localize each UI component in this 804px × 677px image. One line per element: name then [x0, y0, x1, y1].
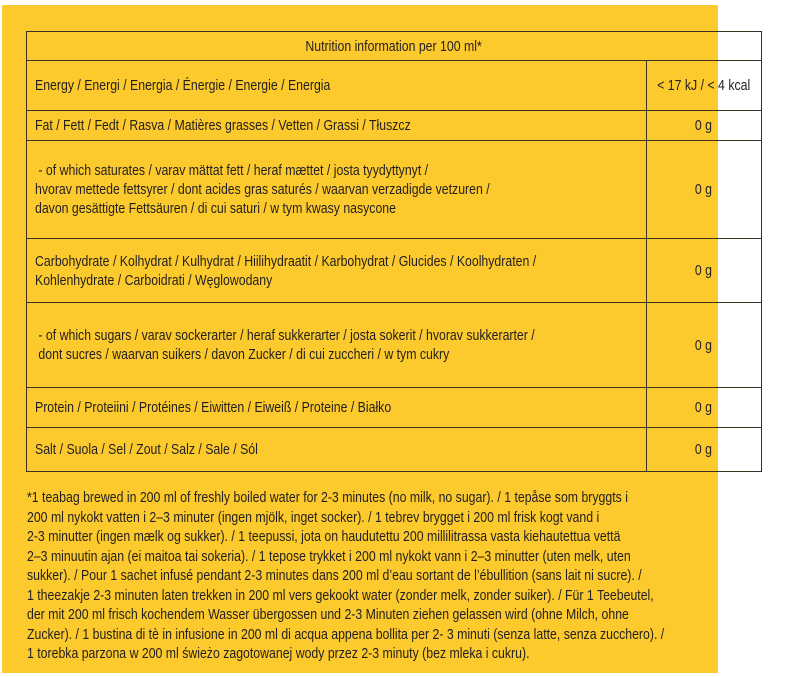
- row-label: Kohlenhydrate / Carboidrati / Węglowodany: [35, 271, 273, 289]
- footnote-line: 2-3 minutter (ingen mælk og sukker). / 1 teepussi, jota on haudutettu 200 millilitrassa vasta kiehautettua vettä: [27, 528, 621, 545]
- label-panel: [2, 5, 751, 673]
- footnote: [27, 488, 804, 664]
- row-label: dont sucres / waarvan suikers / davon Zucker / di cui zuccheri / w tym cukry: [35, 346, 450, 363]
- row-value: 0 g: [695, 117, 713, 134]
- table-row-energy: [27, 61, 762, 111]
- footnote-line: 200 ml nykokt vatten i 2–3 minuter (ingen mjölk, inget socker). / 1 tebrev brygget i 200 ml frisk kogt vand i: [27, 508, 600, 526]
- row-label: Salt / Suola / Sel / Zout / Salz / Sale / Sól: [35, 441, 258, 458]
- nutrition-table: [26, 31, 762, 472]
- footnote-line: sukker). / Pour 1 sachet infusé pendant 2-3 minutes dans 200 ml d’eau sortant de l’ébullition (sans lait ni sucre). /: [27, 567, 642, 584]
- row-value: < 17 kJ / < 4 kcal: [657, 77, 751, 94]
- row-value: 0 g: [695, 262, 713, 279]
- row-label: Energy / Energi / Energia / Énergie / Energie / Energia: [35, 77, 331, 94]
- row-label: davon gesättigte Fettsäuren / di cui saturi / w tym kwasy nasycone: [35, 200, 396, 217]
- row-label: - of which saturates / varav mättat fett / heraf mættet / josta tyydyttynyt /: [35, 162, 429, 179]
- table-title: Nutrition information per 100 ml*: [305, 37, 482, 55]
- row-label: Fat / Fett / Fedt / Rasva / Matières grasses / Vetten / Grassi / Tłuszcz: [35, 117, 411, 134]
- row-value: 0 g: [695, 441, 713, 458]
- footnote-line: Zucker). / 1 bustina di tè in infusione in 200 ml di acqua appena bollita per 2- 3 minuti (senza latte, senza zucchero). /: [27, 625, 665, 643]
- row-value: 0 g: [695, 336, 713, 354]
- row-label: Protein / Proteiini / Protéines / Eiwitten / Eiweiß / Proteine / Białko: [35, 399, 392, 416]
- table-row-sugars: [27, 303, 762, 388]
- row-value: 0 g: [695, 181, 713, 198]
- table-row-fat: [27, 111, 762, 141]
- footnote-line: *1 teabag brewed in 200 ml of freshly boiled water for 2-3 minutes (no milk, no sugar). / 1 tepåse som bryggts i: [27, 489, 628, 506]
- footnote-line: 1 torebka parzona w 200 ml świeżo zagotowanej wody przez 2-3 minuty (bez mleka i cukru).: [27, 645, 530, 662]
- row-label: - of which sugars / varav sockerarter / heraf sukkerarter / josta sokerit / hvorav sukkerarter /: [35, 327, 535, 344]
- table-row-protein: [27, 388, 762, 428]
- table-row-saturates: [27, 141, 762, 239]
- table-row-carbohydrate: [27, 239, 762, 303]
- row-label: Carbohydrate / Kolhydrat / Kulhydrat / Hiilihydraatit / Karbohydrat / Glucides / Koolhydraten /: [35, 252, 537, 270]
- footnote-line: 2–3 minuutin ajan (ei maitoa tai sokeria). / 1 tepose trykket i 200 ml nykokt vann i 2–3 minutter (uten melk, uten: [27, 547, 631, 565]
- row-value: 0 g: [695, 399, 713, 416]
- footnote-line: 1 theezakje 2-3 minuten laten trekken in 200 ml vers gekookt water (zonder melk, zonder suiker). / Für 1 Teebeutel,: [27, 586, 654, 604]
- footnote-line: der mit 200 ml frisch kochendem Wasser übergossen und 2-3 Minuten ziehen gelassen wird (ohne Milch, ohne: [27, 606, 629, 623]
- table-row-salt: [27, 428, 762, 472]
- row-label: hvorav mettede fettsyrer / dont acides gras saturés / waarvan verzadigde vetzuren /: [35, 181, 490, 198]
- table-header-row: [27, 32, 762, 61]
